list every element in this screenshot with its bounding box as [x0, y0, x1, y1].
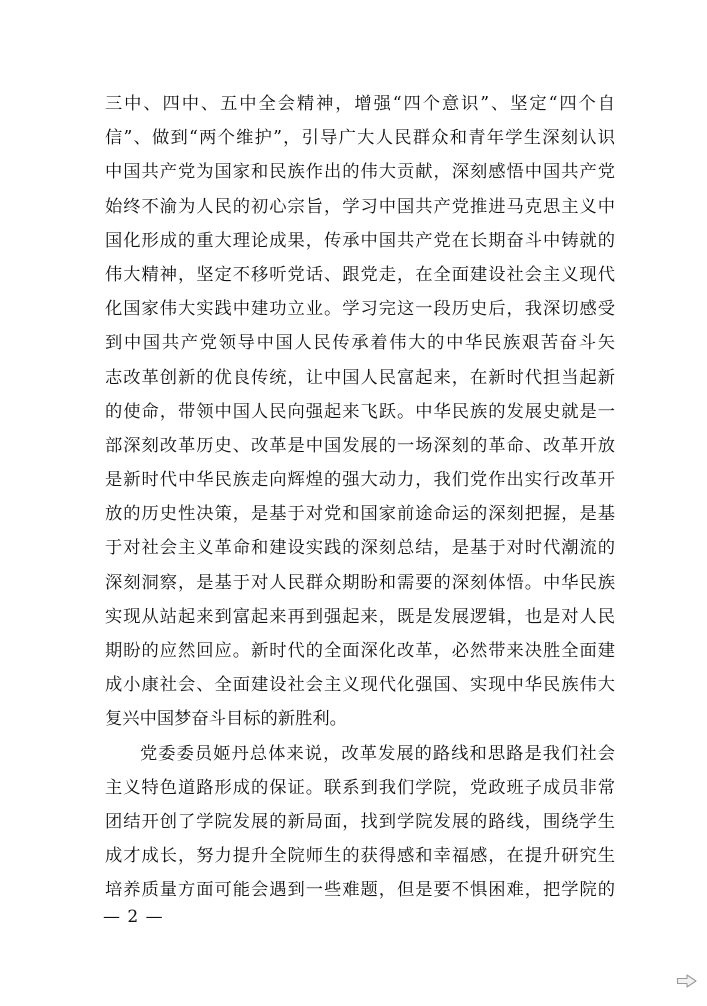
paragraph-end-line: 复兴中国梦奋斗目标的新胜利。 [105, 709, 347, 730]
text-line: 信”、做到“两个维护”，引导广大人民群众和青年学生深刻认识 [105, 128, 615, 149]
text-line: 成才成长，努力提升全院师生的获得感和幸福感，在提升研究生 [105, 846, 615, 867]
text-line: 培养质量方面可能会遇到一些难题，但是要不惧困难，把学院的 [105, 880, 615, 901]
text-line: 始终不渝为人民的初心宗旨，学习中国共产党推进马克思主义中 [105, 196, 615, 217]
text-line: 国化形成的重大理论成果，传承中国共产党在长期奋斗中铸就的 [105, 230, 615, 251]
text-line: 的使命，带领中国人民向强起来飞跃。中华民族的发展史就是一 [105, 401, 615, 422]
body-text [105, 87, 615, 908]
text-line: 成小康社会、全面建设社会主义现代化强国、实现中华民族伟大 [105, 675, 615, 696]
text-line: 团结开创了学院发展的新局面，找到学院发展的路线，围绕学生 [105, 811, 615, 832]
text-line: 实现从站起来到富起来再到强起来，既是发展逻辑，也是对人民 [105, 606, 615, 627]
next-page-arrow-icon[interactable] [676, 973, 698, 989]
text-line: 深刻洞察，是基于对人民群众期盼和需要的深刻体悟。中华民族 [105, 572, 615, 593]
text-line: 部深刻改革历史、改革是中国发展的一场深刻的革命、改革开放 [105, 435, 615, 456]
text-line: 到中国共产党领导中国人民传承着伟大的中华民族艰苦奋斗矢 [105, 333, 615, 354]
paragraph-start-line: 党委委员姬丹总体来说，改革发展的路线和思路是我们社会 [140, 743, 615, 764]
text-line: 期盼的应然回应。新时代的全面深化改革，必然带来决胜全面建 [105, 641, 615, 661]
text-line: 主义特色道路形成的保证。联系到我们学院，党政班子成员非常 [105, 777, 615, 798]
text-line: 于对社会主义革命和建设实践的深刻总结，是基于对时代潮流的 [105, 538, 615, 559]
text-line: 中国共产党为国家和民族作出的伟大贡献，深刻感悟中国共产党 [105, 162, 615, 183]
text-line: 三中、四中、五中全会精神，增强“四个意识”、坚定“四个自 [105, 94, 615, 114]
text-line: 志改革创新的优良传统，让中国人民富起来，在新时代担当起新 [105, 367, 615, 388]
text-line: 化国家伟大实践中建功立业。学习完这一段历史后，我深切感受 [105, 299, 615, 320]
text-line: 伟大精神，坚定不移听党话、跟党走，在全面建设社会主义现代 [105, 264, 615, 285]
text-line: 放的历史性决策，是基于对党和国家前途命运的深刻把握，是基 [105, 504, 615, 525]
page-number: — 2 — [103, 907, 164, 927]
text-line: 是新时代中华民族走向辉煌的强大动力，我们党作出实行改革开 [105, 470, 615, 491]
